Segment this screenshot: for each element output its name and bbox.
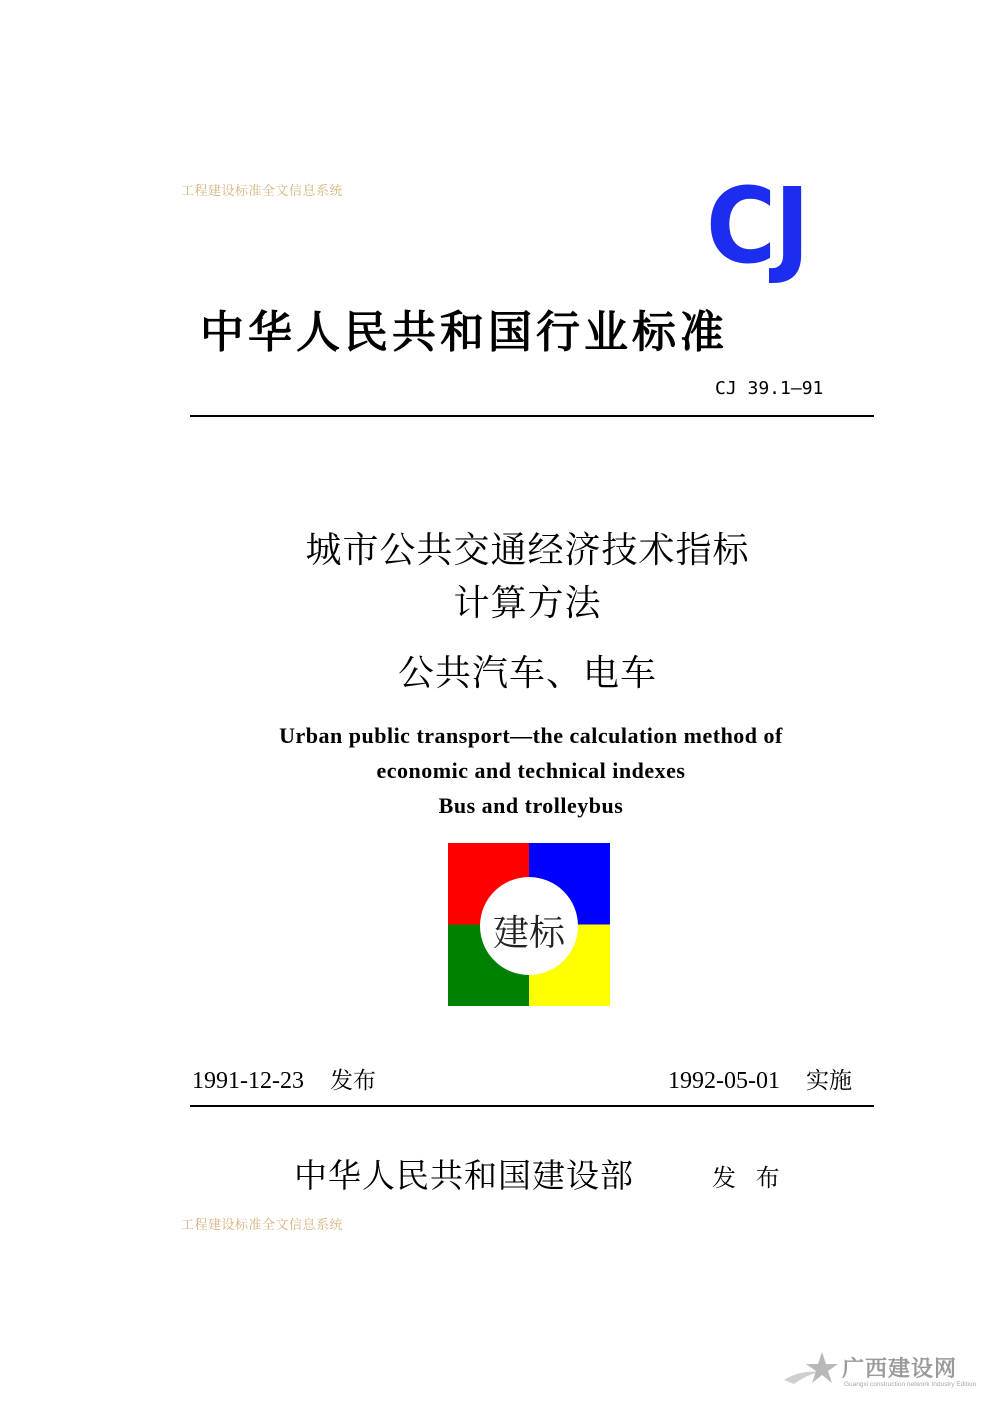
watermark-top: 工程建设标准全文信息系统: [181, 184, 344, 199]
en-title-line1: Urban public transport—the calculation method of: [279, 723, 783, 748]
watermark-bottom: 工程建设标准全文信息系统: [181, 1218, 344, 1233]
en-title-line3: Bus and trolleybus: [438, 793, 624, 818]
publisher-name: 中华人民共和国建设部: [294, 1156, 634, 1195]
issue-label: 发布: [329, 1068, 376, 1094]
bottom-divider: [190, 1105, 874, 1107]
cj-logo: CJ: [706, 165, 809, 287]
en-title-line2: economic and technical indexes: [376, 758, 686, 783]
emblem: [448, 843, 610, 1006]
standard-type-title: 中华人民共和国行业标准: [200, 307, 728, 358]
standard-code: CJ 39.1—91: [715, 378, 824, 399]
site-logo-name: 广西建设网: [842, 1356, 958, 1382]
site-logo-subtitle: Guangxi construction network Industry Edition: [844, 1381, 977, 1388]
implement-date-row: [668, 1062, 852, 1095]
implement-label: 实施: [805, 1068, 852, 1094]
implement-date: 1992-05-01: [668, 1068, 780, 1094]
publish-word: 发 布: [712, 1164, 786, 1192]
cn-title-line3: 公共汽车、电车: [397, 653, 657, 694]
issue-date-row: [192, 1062, 376, 1095]
cn-title-line1: 城市公共交通经济技术指标: [305, 530, 750, 571]
cn-title-line2: 计算方法: [453, 583, 602, 624]
top-divider: [190, 415, 874, 417]
site-logo: [780, 1348, 985, 1398]
issue-date: 1991-12-23: [192, 1068, 304, 1094]
emblem-text: 建标: [492, 913, 565, 954]
star-swoosh-icon: [780, 1348, 842, 1396]
